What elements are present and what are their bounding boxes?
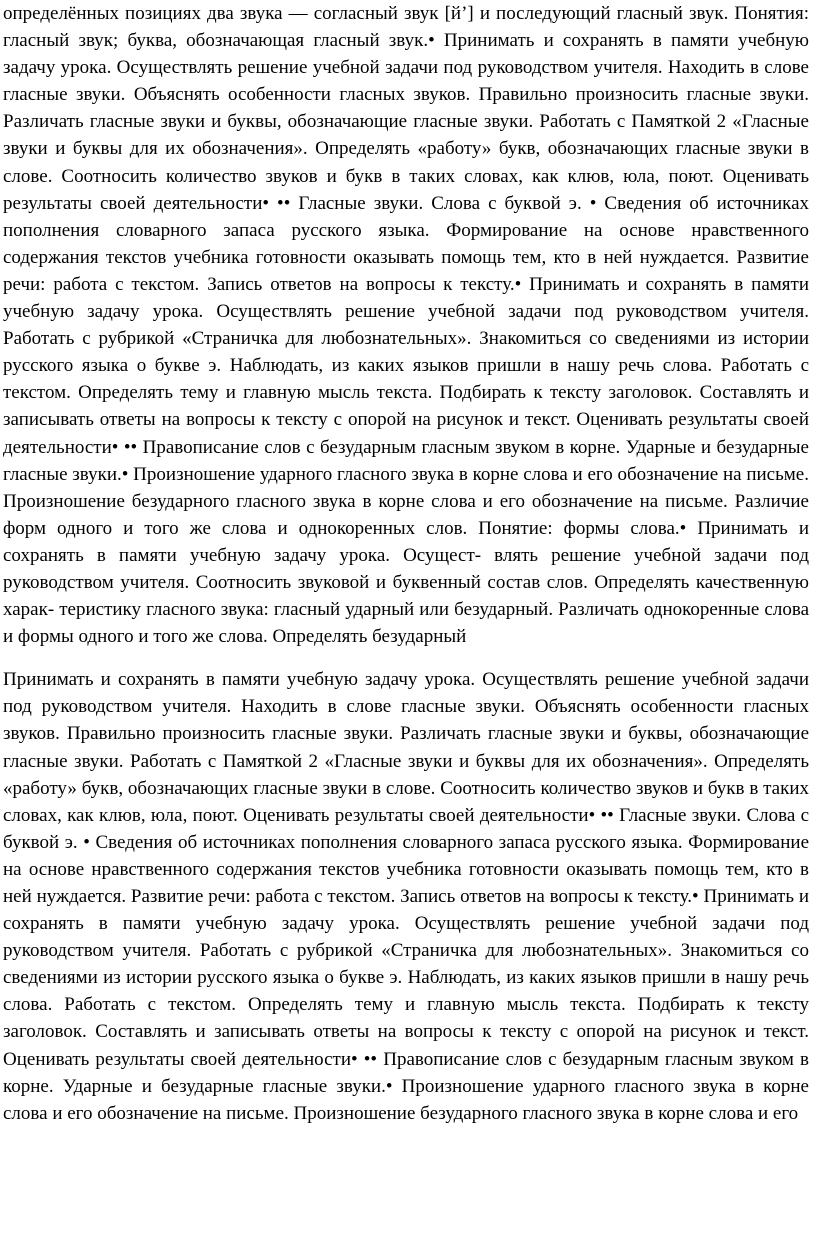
paragraph-2: Принимать и сохранять в памяти учебную задачу урока. Осуществлять решение учебной задачи под руководством учителя. Находить в слове гласные звуки. Объяснять особенности гласных звуков. Правильно произносить гласные звуки. Различать гласные звуки и буквы, обозначающие гласные звуки. Работать с Памяткой 2 «Гласные звуки и буквы для их обозначения». Определять «работу» букв, обозначающих гласные звуки в слове. Соотносить количество звуков и букв в таких словах, как клюв, юла, поют. Оценивать результаты своей деятельности• •• Гласные звуки. Слова с буквой э. • Сведения об источниках пополнения словарного запаса русского языка. Формирование на основе нравственного содержания текстов учебника готовности оказывать помощь тем, кто в ней нуждается. Развитие речи: работа с текстом. Запись ответов на вопросы к тексту.• Принимать и сохранять в памяти учебную задачу урока. Осуществлять решение учебной задачи под руководством учителя. Работать с рубрикой «Страничка для любознательных». Знакомиться со сведениями из истории русского языка о букве э. Наблюдать, из каких языков пришли в нашу речь слова. Работать с текстом. Определять тему и главную мысль текста. Подбирать к тексту заголовок. Составлять и записывать ответы на вопросы к тексту с опорой на рисунок и текст. Оценивать результаты своей деятельности• •• Правописание слов с безударным гласным звуком в корне. Ударные и безударные гласные звуки.• Произношение ударного гласного звука в корне слова и его обозначение на письме. Произношение безударного гласного звука в корне слова и его	[3, 669, 809, 1124]
paragraph-1: определённых позициях два звука — согласный звук [й’] и последующий гласный звук. Понятия: гласный звук; буква, обозначающая гласный звук.• Принимать и сохранять в памяти учебную задачу урока. Осуществлять решение учебной задачи под руководством учителя. Находить в слове гласные звуки. Объяснять особенности гласных звуков. Правильно произносить гласные звуки. Различать гласные звуки и буквы, обозначающие гласные звуки. Работать с Памяткой 2 «Гласные звуки и буквы для их обозначения». Определять «работу» букв, обозначающих гласные звуки в слове. Соотносить количество звуков и букв в таких словах, как клюв, юла, поют. Оценивать результаты своей деятельности• •• Гласные звуки. Слова с буквой э. • Сведения об источниках пополнения словарного запаса русского языка. Формирование на основе нравственного содержания текстов учебника готовности оказывать помощь тем, кто в ней нуждается. Развитие речи: работа с текстом. Запись ответов на вопросы к тексту.• Принимать и сохранять в памяти учебную задачу урока. Осуществлять решение учебной задачи под руководством учителя. Работать с рубрикой «Страничка для любознательных». Знакомиться со сведениями из истории русского языка о букве э. Наблюдать, из каких языков пришли в нашу речь слова. Работать с текстом. Определять тему и главную мысль текста. Подбирать к тексту заголовок. Составлять и записывать ответы на вопросы к тексту с опорой на рисунок и текст. Оценивать результаты своей деятельности• •• Правописание слов с безударным гласным звуком в корне. Ударные и безударные гласные звуки.• Произношение ударного гласного звука в корне слова и его обозначение на письме. Произношение безударного гласного звука в корне слова и его обозначение на письме. Различие форм одного и того же слова и однокоренных слов. Понятие: формы слова.• Принимать и сохранять в памяти учебную задачу урока. Осущест- влять решение учебной задачи под руководством учителя. Соотносить звуковой и буквенный состав слов. Определять качественную харак- теристику гласного звука: гласный ударный или безударный. Различать однокоренные слова и формы одного и того же слова. Определять безударный	[3, 3, 809, 648]
